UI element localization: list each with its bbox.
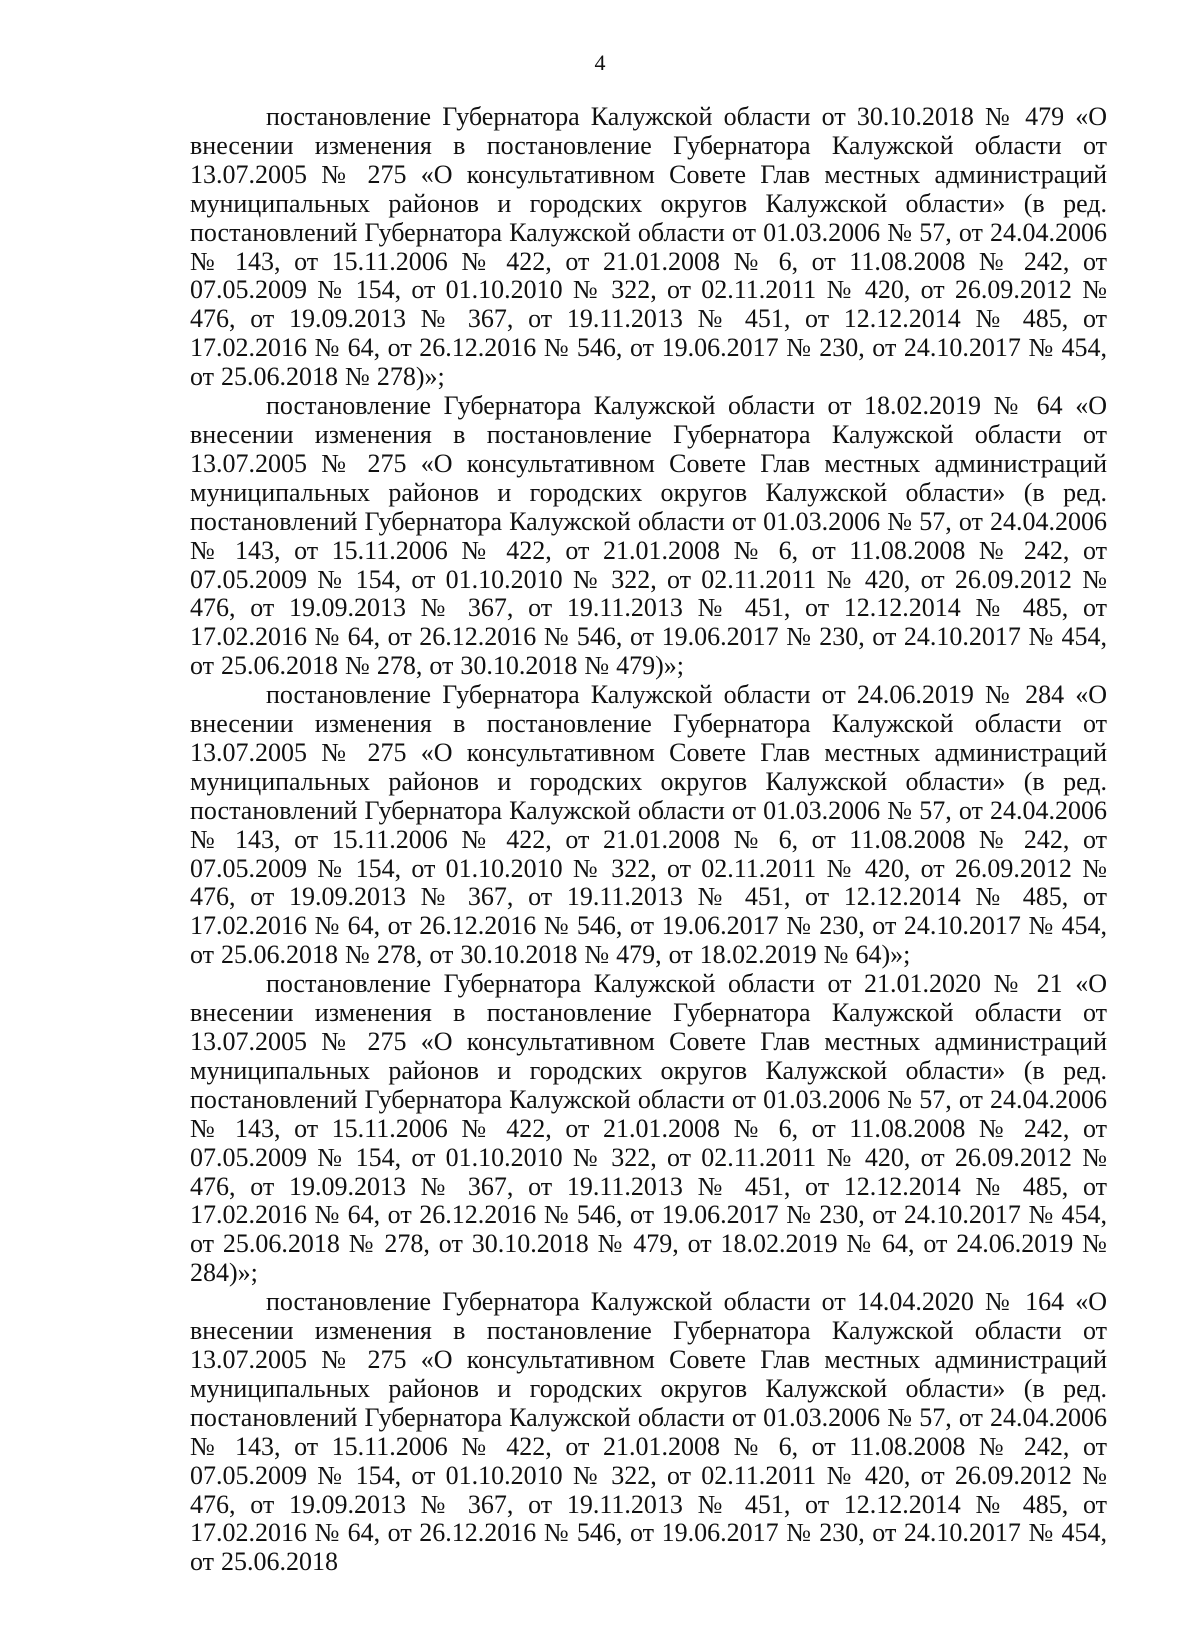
paragraph-resolution-284: постановление Губернатора Калужской области от 24.06.2019 № 284 «О внесении изменения в постановление Губернатора Калужской области от 13.07.2005 № 275 «О консультативном Совете Глав местных администраций муниципальных районов и городских округов Калужской области» (в ред. постановлений Губернатора Калужской области от 01.03.2006 № 57, от 24.04.2006 № 143, от 15.11.2006 № 422, от 21.01.2008 № 6, от 11.08.2008 № 242, от 07.05.2009 № 154, от 01.10.2010 № 322, от 02.11.2011 № 420, от 26.09.2012 № 476, от 19.09.2013 № 367, от 19.11.2013 № 451, от 12.12.2014 № 485, от 17.02.2016 № 64, от 26.12.2016 № 546, от 19.06.2017 № 230, от 24.10.2017 № 454, от 25.06.2018 № 278, от 30.10.2018 № 479, от 18.02.2019 № 64)»; (190, 680, 1107, 970)
document-body (190, 103, 1107, 1577)
paragraph-resolution-164: постановление Губернатора Калужской области от 14.04.2020 № 164 «О внесении изменения в постановление Губернатора Калужской области от 13.07.2005 № 275 «О консультативном Совете Глав местных администраций муниципальных районов и городских округов Калужской области» (в ред. постановлений Губернатора Калужской области от 01.03.2006 № 57, от 24.04.2006 № 143, от 15.11.2006 № 422, от 21.01.2008 № 6, от 11.08.2008 № 242, от 07.05.2009 № 154, от 01.10.2010 № 322, от 02.11.2011 № 420, от 26.09.2012 № 476, от 19.09.2013 № 367, от 19.11.2013 № 451, от 12.12.2014 № 485, от 17.02.2016 № 64, от 26.12.2016 № 546, от 19.06.2017 № 230, от 24.10.2017 № 454, от 25.06.2018 (190, 1287, 1107, 1577)
paragraph-resolution-479: постановление Губернатора Калужской области от 30.10.2018 № 479 «О внесении изменения в постановление Губернатора Калужской области от 13.07.2005 № 275 «О консультативном Совете Глав местных администраций муниципальных районов и городских округов Калужской области» (в ред. постановлений Губернатора Калужской области от 01.03.2006 № 57, от 24.04.2006 № 143, от 15.11.2006 № 422, от 21.01.2008 № 6, от 11.08.2008 № 242, от 07.05.2009 № 154, от 01.10.2010 № 322, от 02.11.2011 № 420, от 26.09.2012 № 476, от 19.09.2013 № 367, от 19.11.2013 № 451, от 12.12.2014 № 485, от 17.02.2016 № 64, от 26.12.2016 № 546, от 19.06.2017 № 230, от 24.10.2017 № 454, от 25.06.2018 № 278)»; (190, 102, 1107, 392)
paragraph-resolution-64: постановление Губернатора Калужской области от 18.02.2019 № 64 «О внесении изменения в постановление Губернатора Калужской области от 13.07.2005 № 275 «О консультативном Совете Глав местных администраций муниципальных районов и городских округов Калужской области» (в ред. постановлений Губернатора Калужской области от 01.03.2006 № 57, от 24.04.2006 № 143, от 15.11.2006 № 422, от 21.01.2008 № 6, от 11.08.2008 № 242, от 07.05.2009 № 154, от 01.10.2010 № 322, от 02.11.2011 № 420, от 26.09.2012 № 476, от 19.09.2013 № 367, от 19.11.2013 № 451, от 12.12.2014 № 485, от 17.02.2016 № 64, от 26.12.2016 № 546, от 19.06.2017 № 230, от 24.10.2017 № 454, от 25.06.2018 № 278, от 30.10.2018 № 479)»; (190, 391, 1107, 681)
page-number: 4 (594, 50, 606, 75)
paragraph-resolution-21: постановление Губернатора Калужской области от 21.01.2020 № 21 «О внесении изменения в постановление Губернатора Калужской области от 13.07.2005 № 275 «О консультативном Совете Глав местных администраций муниципальных районов и городских округов Калужской области» (в ред. постановлений Губернатора Калужской области от 01.03.2006 № 57, от 24.04.2006 № 143, от 15.11.2006 № 422, от 21.01.2008 № 6, от 11.08.2008 № 242, от 07.05.2009 № 154, от 01.10.2010 № 322, от 02.11.2011 № 420, от 26.09.2012 № 476, от 19.09.2013 № 367, от 19.11.2013 № 451, от 12.12.2014 № 485, от 17.02.2016 № 64, от 26.12.2016 № 546, от 19.06.2017 № 230, от 24.10.2017 № 454, от 25.06.2018 № 278, от 30.10.2018 № 479, от 18.02.2019 № 64, от 24.06.2019 № 284)»; (190, 969, 1107, 1288)
